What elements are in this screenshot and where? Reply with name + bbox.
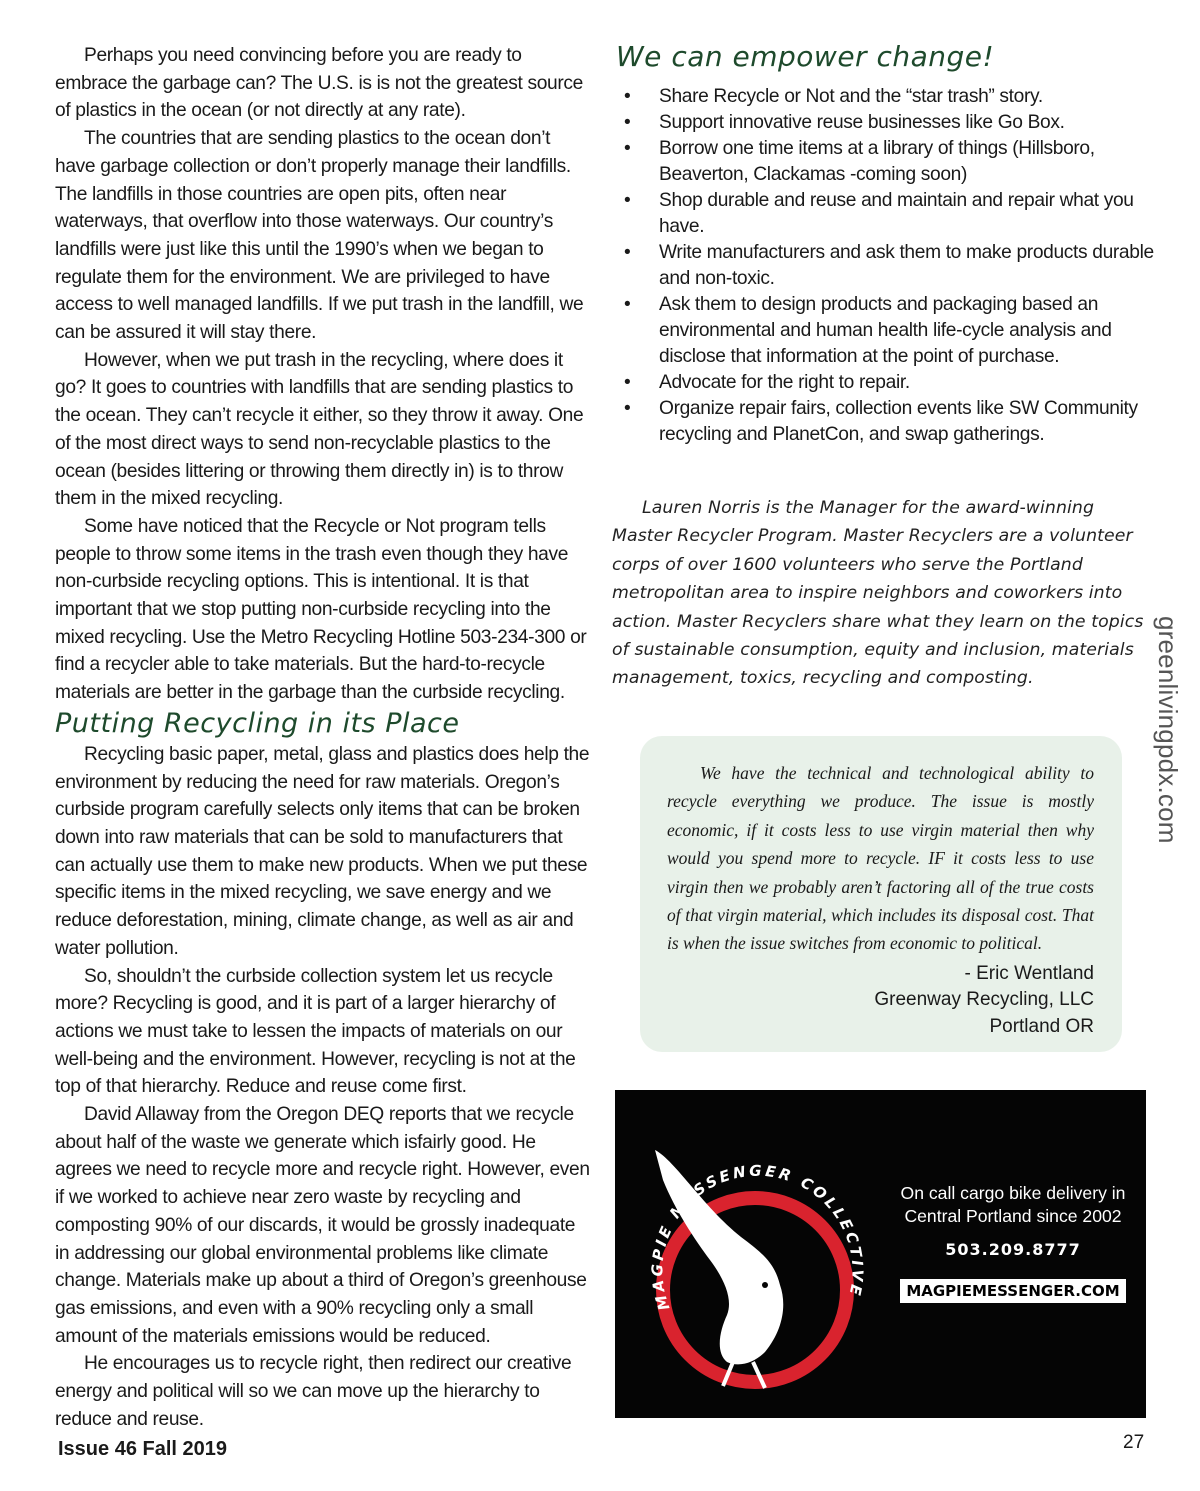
paragraph: He encourages us to recycle right, then redirect our creative energy and political will so we can move up the hierarchy to reduce and reuse. bbox=[55, 1353, 572, 1430]
list-item bbox=[612, 292, 1162, 370]
list-item bbox=[612, 240, 1162, 292]
list-item-text: Ask them to design products and packaging based an environmental and human health life-cycle analysis and disclose that information at the point of purchase. bbox=[659, 294, 1112, 367]
section-heading: Putting Recycling in its Place bbox=[55, 707, 460, 739]
advertisement[interactable] bbox=[615, 1090, 1146, 1418]
bio-text: Lauren Norris is the Manager for the award-winning Master Recycler Program. Master Recyclers are a volunteer corps of over 1600 volunteers who serve the Portland metropolitan area to inspire neighbors and coworkers into action. Master Recyclers share what they learn on the topics of sustainable consumption, equity and inclusion, materials management, toxics, recycling and composting. bbox=[612, 498, 1144, 689]
ad-url-link[interactable]: MAGPIEMESSENGER.COM bbox=[900, 1279, 1125, 1303]
section-heading: We can empower change! bbox=[616, 40, 995, 73]
list-item bbox=[612, 136, 1162, 188]
paragraph: However, when we put trash in the recycling, where does it go? It goes to countries with landfills that are sending plastics to the ocean. They can’t recycle it either, so they throw it away. One of the most direct ways to send non-recyclable plastics to the ocean (besides littering or throwing them directly in) is to throw them in the mixed recycling. bbox=[55, 349, 584, 510]
side-url-text: greenlivingpdx.com bbox=[1153, 616, 1183, 844]
bullet-icon: • bbox=[624, 112, 631, 133]
side-url bbox=[1149, 616, 1189, 856]
pull-quote bbox=[640, 736, 1122, 1052]
bullet-icon: • bbox=[624, 190, 631, 211]
paragraph: Perhaps you need convincing before you are ready to embrace the garbage can? The U.S. is is not the greatest source of plastics in the ocean (or not directly at any rate). bbox=[55, 45, 583, 122]
bullet-icon: • bbox=[624, 242, 631, 263]
bullet-icon: • bbox=[624, 294, 631, 315]
bullet-icon: • bbox=[624, 372, 631, 393]
list-item-text: Share Recycle or Not and the “star trash” story. bbox=[659, 86, 1043, 107]
list-item bbox=[612, 110, 1162, 136]
left-column bbox=[55, 42, 590, 1433]
paragraph: So, shouldn’t the curbside collection system let us recycle more? Recycling is good, and it is part of a larger hierarchy of actions we must take to lessen the impacts of materials on our well-being and the environment. However, recycling is not at the top of that hierarchy. Reduce and reuse come first. bbox=[55, 965, 576, 1098]
paragraph: Some have noticed that the Recycle or Not program tells people to throw some items in the trash even though they have non-curbside recycling options. This is intentional. It is that important that we stop putting non-curbside recycling into the mixed recycling. Use the Metro Recycling Hotline 503-234-300 or find a recycler able to take materials. But the hard-to-recycle materials are better in the garbage than the curbside recycling. bbox=[55, 515, 587, 704]
bullet-icon: • bbox=[624, 398, 631, 419]
bullet-icon: • bbox=[624, 86, 631, 107]
list-item bbox=[612, 370, 1162, 396]
list-item-text: Advocate for the right to repair. bbox=[659, 372, 910, 393]
list-item bbox=[612, 188, 1162, 240]
list-item-text: Write manufacturers and ask them to make products durable and non-toxic. bbox=[659, 242, 1154, 289]
list-item-text: Organize repair fairs, collection events like SW Community recycling and PlanetCon, and swap gatherings. bbox=[659, 398, 1138, 445]
bullet-icon: • bbox=[624, 138, 631, 159]
author-bio bbox=[612, 494, 1157, 693]
paragraph: Recycling basic paper, metal, glass and plastics does help the environment by reducing the need for raw materials. Oregon’s curbside program carefully selects only items that can be broken down into raw materials that can be sold to manufacturers that can actually use them to make new products. When we put these specific items in the mixed recycling, we save energy and we reduce deforestation, mining, climate change, as well as air and water pollution. bbox=[55, 743, 590, 959]
paragraph: David Allaway from the Oregon DEQ reports that we recycle about half of the waste we generate which isfairly good. He agrees we need to recycle more and recycle right. However, even if we worked to achieve near zero waste by recycling and composting 90% of our discards, it would be grossly inadequate in addressing our global environmental problems like climate change. Materials make up about a third of Oregon’s greenhouse gas emissions, and even with a 90% recycling only a small amount of the materials emissions would be reduced. bbox=[55, 1104, 590, 1347]
paragraph: The countries that are sending plastics to the ocean don’t have garbage collection or don’t properly manage their landfills. The landfills in those countries are open pits, often near waterways, that overflow into those waterways. Our country’s landfills were just like this until the 1990’s when we began to regulate them for the environment. We are privileged to have access to well managed landfills. If we put trash in the landfill, we can be assured it will stay there. bbox=[55, 128, 584, 344]
quote-author: - Eric Wentland bbox=[964, 962, 1094, 984]
quote-text: We have the technical and technological ability to recycle everything we produce. The issue is mostly economic, if it costs less to use virgin material then why would you spend more to recycle. IF it costs less to use virgin then we probably aren’t factoring all of the true costs of that virgin material, which includes its disposal cost. That is when the issue switches from economic to political. bbox=[667, 763, 1094, 954]
list-item bbox=[612, 396, 1162, 448]
page-number: 27 bbox=[1123, 1432, 1145, 1453]
ad-tagline: On call cargo bike delivery in Central Portland since 2002 bbox=[900, 1183, 1126, 1226]
quote-company: Greenway Recycling, LLC bbox=[874, 989, 1094, 1011]
quote-attribution bbox=[667, 961, 1094, 1041]
action-list bbox=[612, 84, 1162, 448]
logo-text: MAGPIE MESSENGER COLLECTIVE bbox=[648, 1161, 867, 1313]
right-column bbox=[612, 38, 1162, 448]
list-item-text: Shop durable and reuse and maintain and repair what you have. bbox=[659, 190, 1134, 237]
magpie-logo bbox=[615, 1090, 885, 1418]
list-item-text: Support innovative reuse businesses like Go Box. bbox=[659, 112, 1065, 133]
quote-location: Portland OR bbox=[989, 1015, 1094, 1037]
ad-phone[interactable]: 503.209.8777 bbox=[945, 1240, 1081, 1259]
ad-copy bbox=[893, 1182, 1133, 1303]
footer-issue: Issue 46 Fall 2019 bbox=[58, 1438, 228, 1460]
list-item-text: Borrow one time items at a library of things (Hillsboro, Beaverton, Clackamas -coming soon) bbox=[659, 138, 1095, 185]
list-item bbox=[612, 84, 1162, 110]
